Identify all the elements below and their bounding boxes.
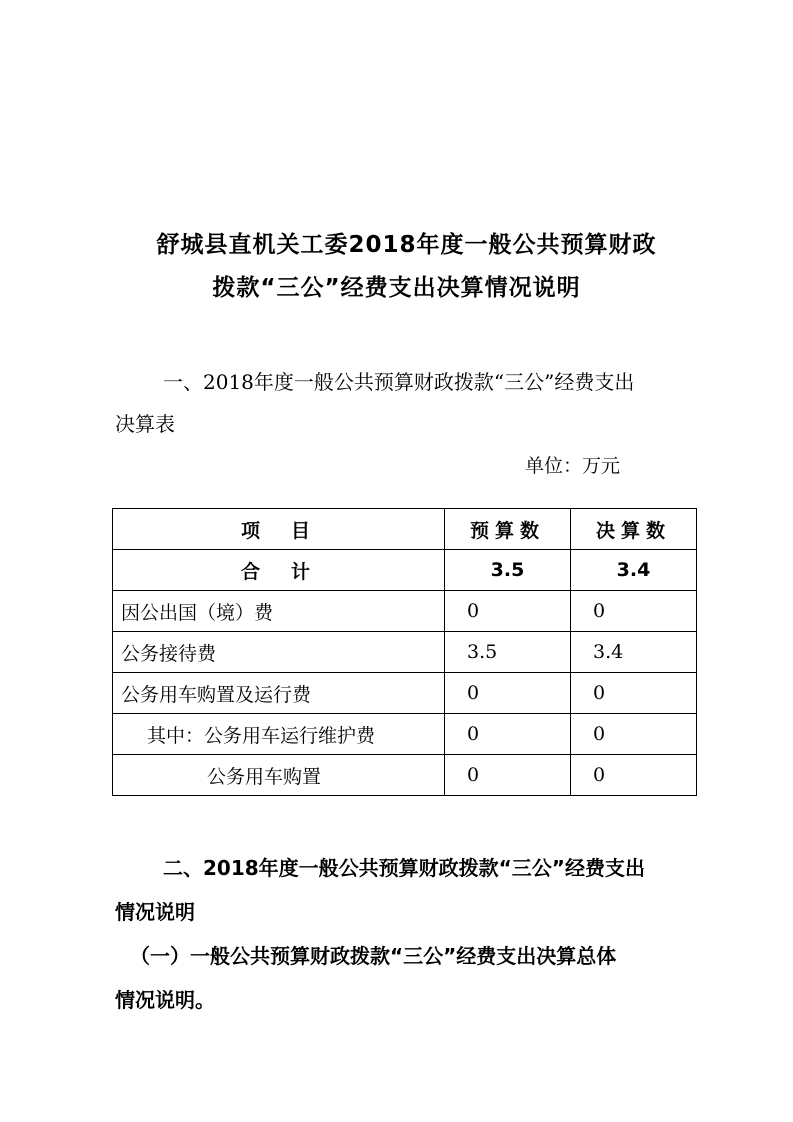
total-final: 3.4: [570, 550, 696, 591]
table-row: [113, 755, 697, 796]
table-row: [113, 591, 697, 632]
row-final: 0: [570, 673, 696, 714]
row-budget: 0: [445, 755, 571, 796]
row-final: 0: [570, 591, 696, 632]
subsection-1-heading-line-1: （一）一般公共预算财政拨款“三公”经费支出决算总体: [130, 944, 617, 968]
table-header-row: [113, 509, 697, 550]
header-budget: 预算数: [445, 509, 571, 550]
row-final: 0: [570, 755, 696, 796]
table-row: [113, 632, 697, 673]
row-label: 因公出国（境）费: [113, 591, 445, 632]
total-label: 合 计: [113, 550, 445, 591]
table-total-row: [113, 550, 697, 591]
row-final: 3.4: [570, 632, 696, 673]
row-budget: 3.5: [445, 632, 571, 673]
row-label: 公务用车购置: [113, 755, 445, 796]
document-title-line-1: 舒城县直机关工委2018年度一般公共预算财政: [156, 232, 657, 258]
row-budget: 0: [445, 591, 571, 632]
header-final: 决算数: [570, 509, 696, 550]
row-final: 0: [570, 714, 696, 755]
row-budget: 0: [445, 714, 571, 755]
table-row: [113, 673, 697, 714]
section-1-heading-line-1: 一、2018年度一般公共预算财政拨款“三公”经费支出: [163, 370, 635, 394]
document-title-line-2: 拨款“三公”经费支出决算情况说明: [212, 275, 581, 301]
section-2-heading-line-1: 二、2018年度一般公共预算财政拨款“三公”经费支出: [163, 856, 645, 880]
table-row: [113, 714, 697, 755]
row-budget: 0: [445, 673, 571, 714]
row-label: 公务接待费: [113, 632, 445, 673]
header-item: 项 目: [113, 509, 445, 550]
subsection-1-heading-line-2: 情况说明。: [115, 988, 215, 1012]
section-1-heading-line-2: 决算表: [115, 412, 175, 436]
section-2-heading-line-2: 情况说明: [115, 900, 195, 924]
row-label: 公务用车购置及运行费: [113, 673, 445, 714]
row-label: 其中：公务用车运行维护费: [113, 714, 445, 755]
three-public-expenses-table: [112, 508, 697, 796]
unit-label: 单位：万元: [525, 455, 621, 477]
total-budget: 3.5: [445, 550, 571, 591]
